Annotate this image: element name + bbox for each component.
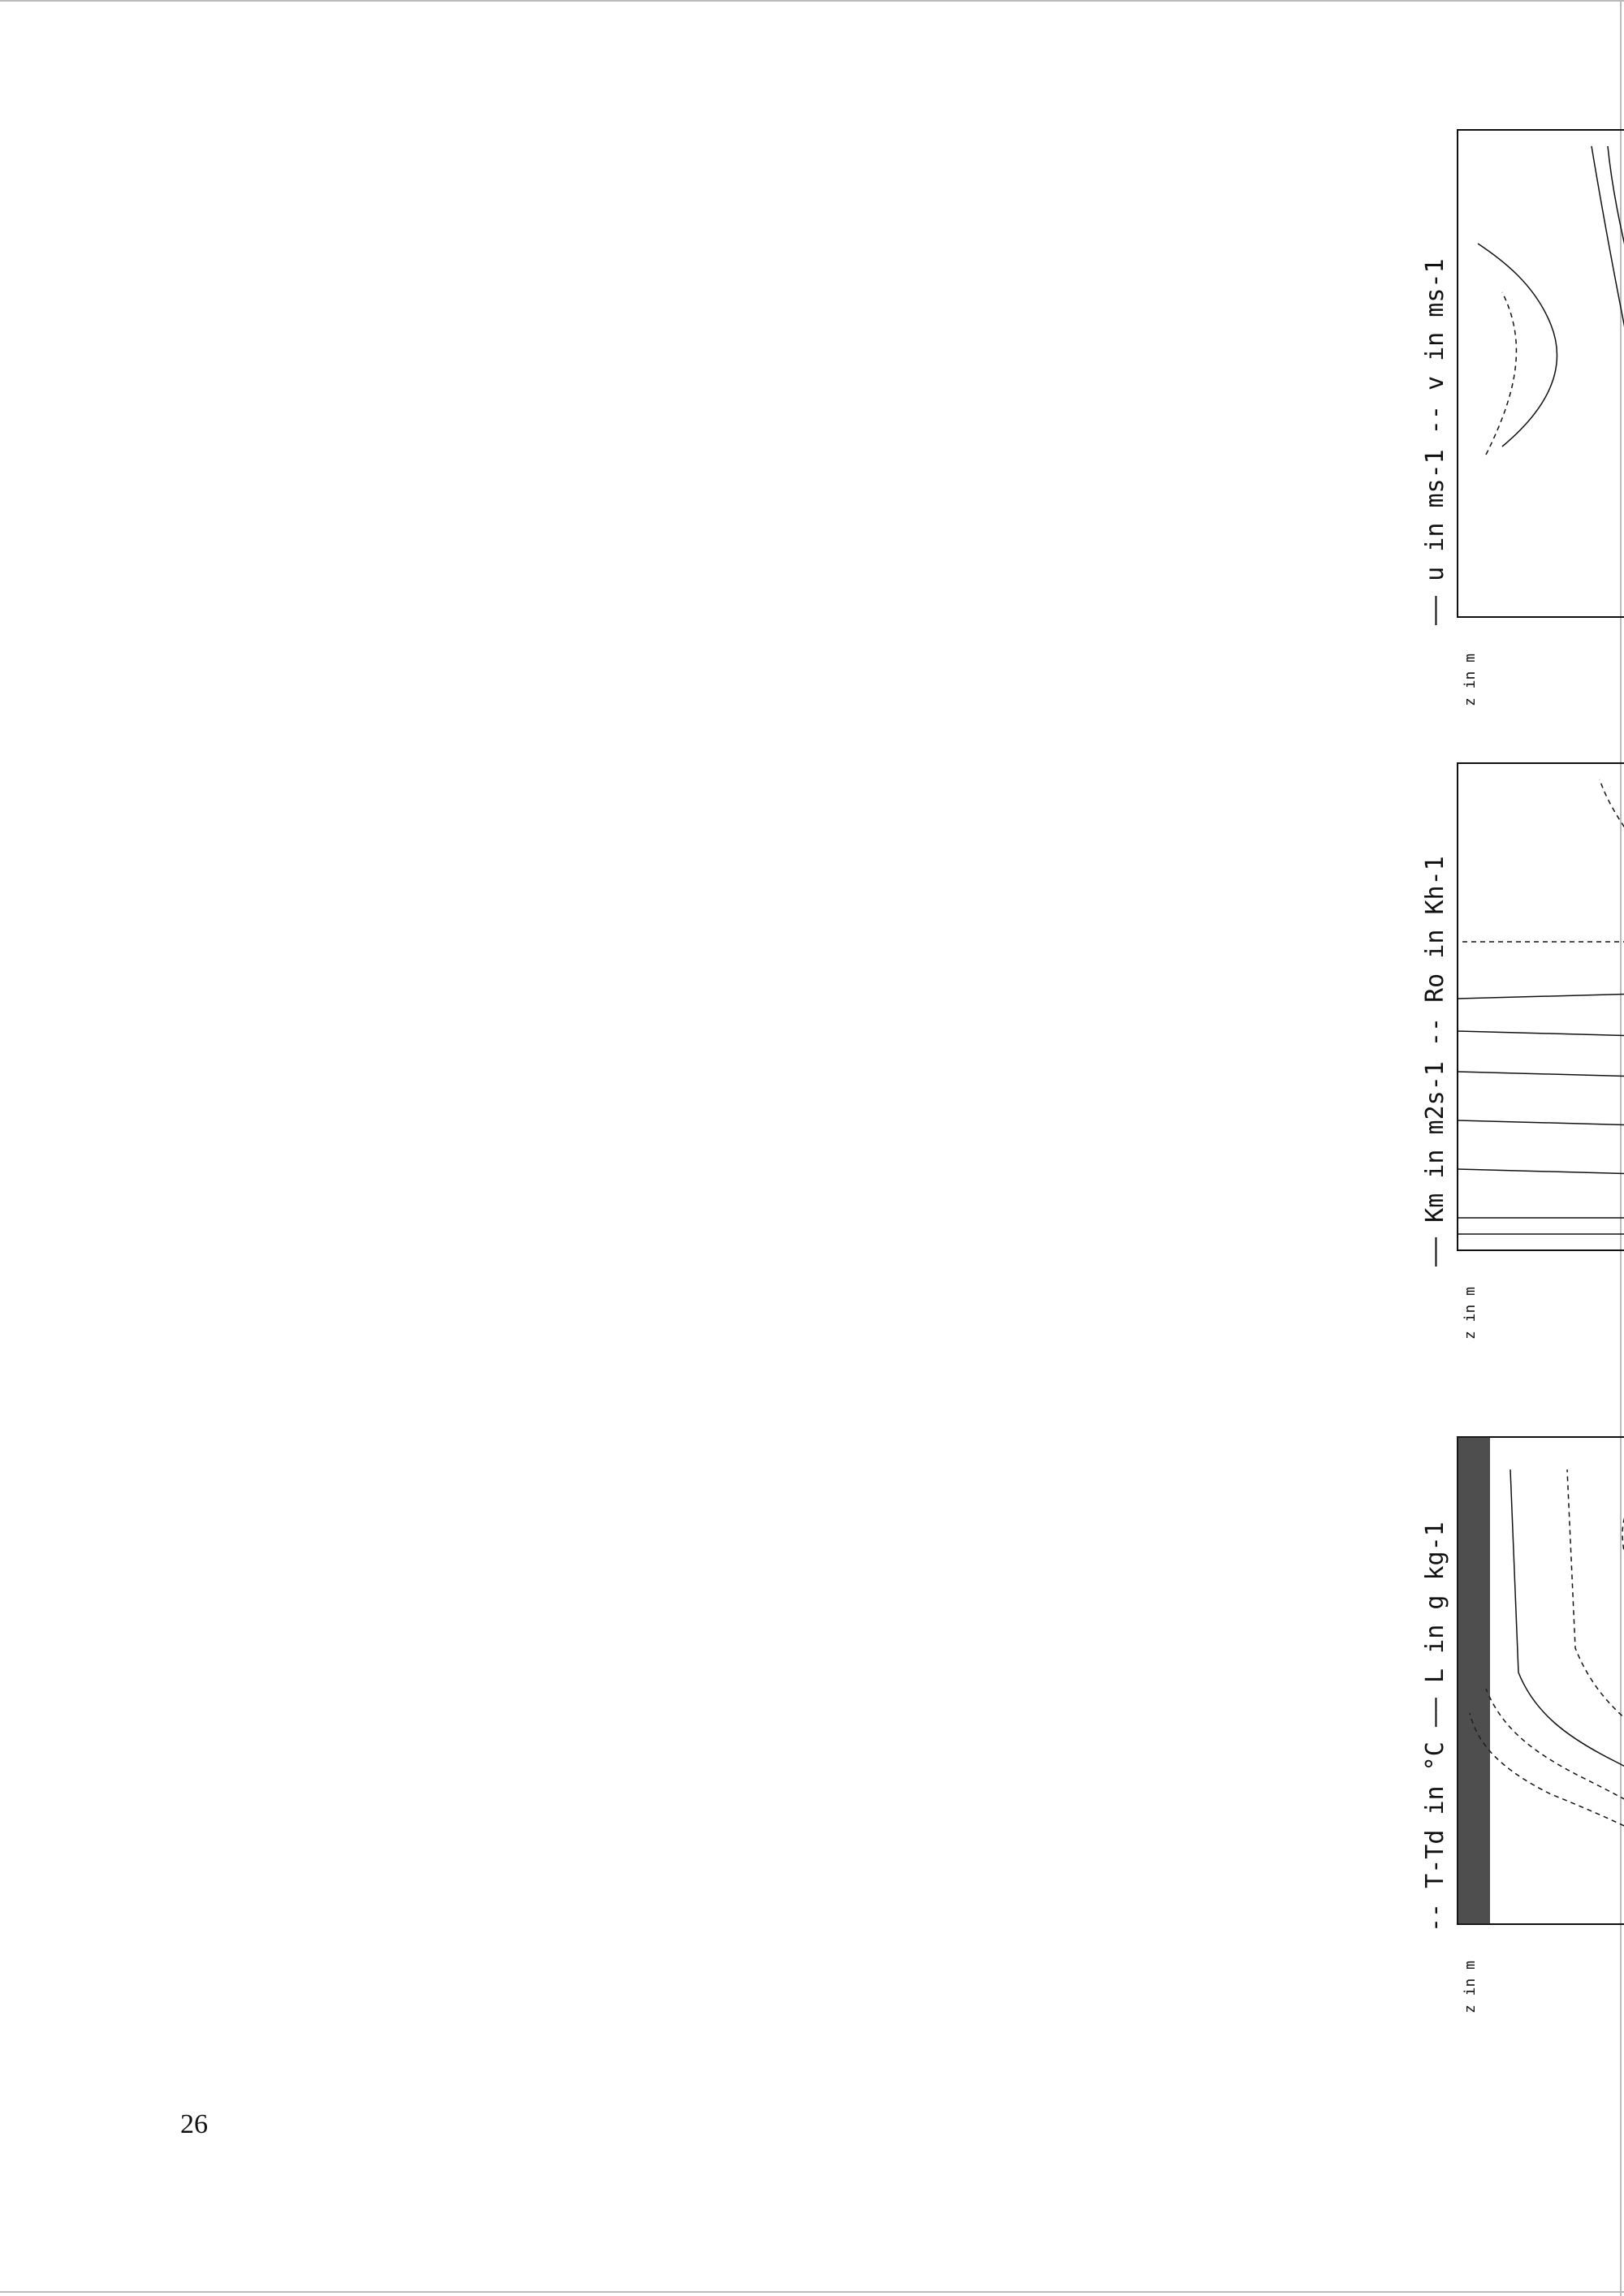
scan-top-edge — [0, 0, 1624, 2]
wind-contour-title: —— u in ms-1 -- v in ms-1 — [1421, 258, 1449, 625]
km-contour-frame — [1458, 763, 1624, 1250]
dense-contour-band — [1458, 1437, 1490, 1924]
km-contour-title: —— Km in m2s-1 -- Ro in Kh-1 — [1421, 856, 1449, 1267]
figure-5-5 — [1315, 219, 1624, 2078]
km-height-axis-label: z in m — [1462, 1286, 1479, 1340]
wind-height-axis-label: z in m — [1462, 653, 1479, 706]
scan-bottom-edge — [0, 2291, 1624, 2293]
temp-height-axis-label: z in m — [1462, 1960, 1479, 2013]
km-contour-lines — [1458, 779, 1624, 1234]
temp-contour-panel — [1453, 1429, 1624, 1957]
page-number: 26 — [180, 2109, 208, 2139]
wind-contour-lines — [1478, 146, 1624, 601]
temp-contour-lines — [1470, 1461, 1624, 1908]
wind-contour-panel — [1453, 122, 1624, 650]
km-contour-panel — [1453, 755, 1624, 1283]
temp-contour-title: -- T-Td in °C —— L in g kg-1 — [1421, 1521, 1449, 1932]
wind-contour-frame — [1458, 130, 1624, 617]
